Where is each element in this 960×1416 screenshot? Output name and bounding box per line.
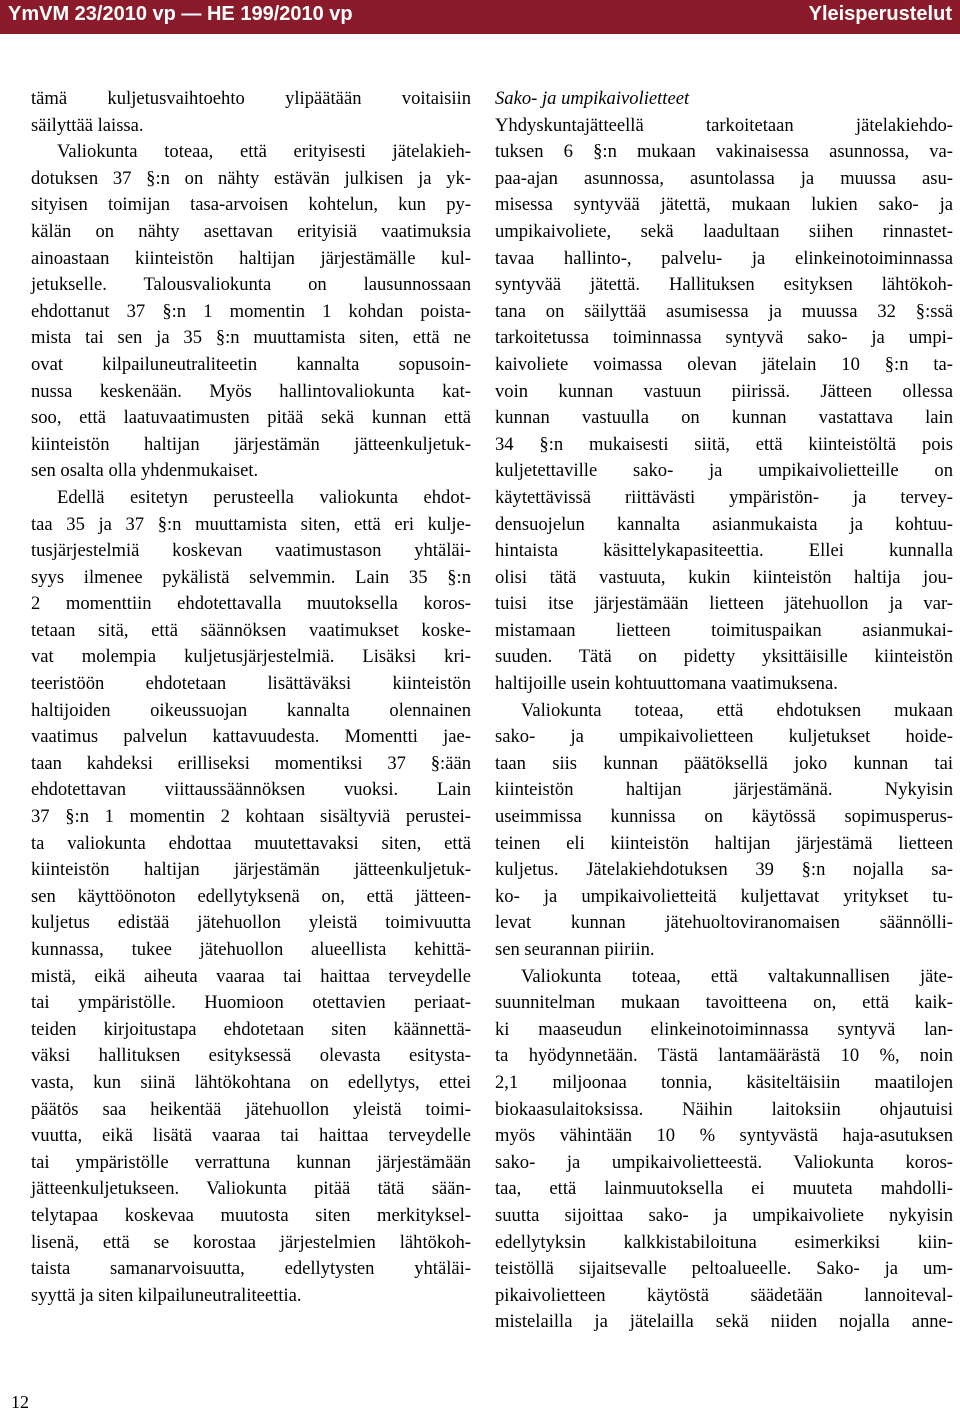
text-line: tetaan sitä, että säännöksen vaatimukset koske-	[31, 619, 471, 641]
text-line: kiinteistön haltijan järjestämän jätteenkuljetuk-	[31, 433, 471, 455]
text-line: paa-ajan asunnossa, asuntolassa ja muussa asu-	[495, 167, 953, 189]
text-line: syyttä ja siten kilpailuneutraliteettia.	[31, 1284, 302, 1306]
text-line: sen käyttöönoton edellytyksenä on, että jätteen-	[31, 885, 471, 907]
text-line: levat kunnan jätehuoltoviranomaisen säännölli-	[495, 912, 953, 934]
text-line: vuutta, eikä lisätä vaaraa tai haittaa terveydelle	[31, 1125, 471, 1147]
text-line: Valiokunta toteaa, että valtakunnallisen jäte-	[521, 965, 953, 987]
text-line: 2,1 miljoonaa tonnia, käsiteltäisiin maatilojen	[495, 1071, 953, 1093]
text-line: tämä kuljetusvaihtoehto ylipäätään voitaisiin	[31, 88, 471, 109]
text-line: voin kunnan vastuun piirissä. Jätteen ollessa	[495, 380, 953, 402]
text-line: densuojelun kannalta asianmukaista ja kohtuu-	[495, 513, 953, 535]
text-line: sen osalta olla yhdenmukaiset.	[31, 460, 259, 482]
text-line: teistöllä sijaitsevalle peltoalueelle. Sako- ja um-	[495, 1258, 953, 1280]
text-line: suuden. Tätä on pidetty yksittäisille kiinteistön	[495, 646, 953, 668]
text-line: kiinteistön haltijan järjestämänä. Nykyisin	[495, 779, 953, 801]
text-line: ta hyödynnetään. Tästä lantamäärästä 10 %, noin	[495, 1045, 953, 1067]
text-line: hintaista käsittelykapasiteettia. Ellei kunnalla	[495, 540, 953, 562]
text-line: tarkoitetussa toiminnassa syntyvä sako- ja umpi-	[495, 327, 953, 349]
header-section: Yleisperustelut	[808, 3, 952, 25]
text-line: kaivoliete voimassa olevan jätelain 10 §:n ta-	[495, 353, 953, 375]
text-line: kunnassa, tukee jätehuollon alueellista kehittä-	[31, 939, 471, 960]
text-line: nussa keskenään. Myös hallintovaliokunta kat-	[31, 380, 471, 402]
text-line: dotuksen 37 §:n on nähty estävän julkisen ja yk-	[31, 167, 471, 189]
text-line: kunnan vastuulla on kunnan vastattava lain	[495, 407, 953, 429]
text-line: soo, että laatuvaatimusten pitää sekä kunnan että	[31, 407, 471, 429]
text-line: jätteenkuljetukseen. Valiokunta pitää tätä sään-	[31, 1178, 471, 1200]
text-line: teinen eli kiinteistön haltijan järjestämä lietteen	[495, 832, 953, 854]
text-line: tuksen 6 §:n mukaan vakinaisessa asunnossa, va-	[495, 141, 953, 163]
text-line: kiinteistön haltijan järjestämän jätteenkuljetuk-	[31, 859, 471, 881]
text-line: 34 §:n mukaisesti siitä, että kiinteistöltä pois	[495, 433, 953, 455]
text-line: Yhdyskuntajätteellä tarkoitetaan jätelakiehdo-	[495, 114, 953, 136]
right-column	[495, 86, 953, 1336]
text-line: haltijoille usein kohtuuttomana vaatimuksena.	[495, 673, 838, 695]
text-line: käytettävissä riittävästi ympäristön- ja tervey-	[495, 486, 953, 508]
text-line: tana on säilyttää asumisessa ja muussa 32 §:ssä	[495, 300, 953, 322]
text-line: päätös saa heikentää jätehuollon yleistä toimi-	[31, 1098, 471, 1120]
header-title: YmVM 23/2010 vp — HE 199/2010 vp	[8, 3, 353, 25]
text-line: sako- ja umpikaivolietteestä. Valiokunta koros-	[495, 1151, 953, 1173]
text-line: taista samanarvoisuutta, edellytysten yhtäläi-	[31, 1258, 471, 1280]
text-line: jetukselle. Talousvaliokunta on lausunnossaan	[31, 274, 471, 296]
text-line: telytapaa koskevaa muutosta siten merkityksel-	[31, 1204, 471, 1226]
text-line: säilyttää laissa.	[31, 114, 144, 136]
text-line: ki maaseudun elinkeinotoiminnassa syntyvä lan-	[495, 1018, 953, 1040]
text-line: pikaivolietteen käytöstä säädetään lannoiteval-	[495, 1284, 953, 1306]
text-line: Edellä esitetyn perusteella valiokunta ehdot-	[57, 486, 471, 508]
text-line: mista tai sen ja 35 §:n muuttamista siten, että ne	[31, 327, 471, 349]
text-line: sako- ja umpikaivolietteen kuljetukset hoide-	[495, 726, 953, 748]
text-line: kuljetus edistää jätehuollon yleistä toimivuutta	[31, 912, 471, 934]
text-line: ta valiokunta ehdottaa muutettavaksi siten, että	[31, 832, 471, 854]
text-line: tavaa hallinto-, palvelu- ja elinkeinotoiminnassa	[495, 247, 953, 269]
text-line: kuljetus. Jätelakiehdotuksen 39 §:n nojalla sa-	[495, 859, 953, 881]
text-line: myös vähintään 10 % syntyvästä haja-asutuksen	[495, 1125, 953, 1147]
text-line: ehdotettavan viittaussäännöksen vuoksi. Lain	[31, 779, 471, 801]
text-line: vat molempia kuljetusjärjestelmiä. Lisäksi kri-	[31, 646, 471, 668]
text-line: ko- ja umpikaivolietteitä kuljettavat yritykset tu-	[495, 885, 953, 907]
text-line: tusjärjestelmiä koskevan vaatimustason yhtäläi-	[31, 540, 471, 562]
text-line: 2 momenttiin ehdotettavalla muutoksella koros-	[31, 593, 471, 615]
text-line: Valiokunta toteaa, että erityisesti jätelakieh-	[57, 141, 471, 163]
text-line: teiden kirjoitustapa ehdotetaan siten käännettä-	[31, 1018, 471, 1040]
text-line: tai ympäristölle. Huomioon otettavien periaat-	[31, 992, 471, 1014]
text-line: mistelailla ja jätelailla sekä niiden nojalla anne-	[495, 1311, 953, 1333]
text-line: tai ympäristölle verrattuna kunnan järjestämään	[31, 1151, 471, 1173]
text-line: Valiokunta toteaa, että ehdotuksen mukaan	[521, 699, 953, 721]
text-line: umpikaivoliete, sekä laadultaan siihen rinnastet-	[495, 220, 953, 242]
text-line: taa, että lainmuutoksella ei muuteta mahdolli-	[495, 1178, 953, 1200]
text-line: suutta sijoittaa sako- ja umpikaivoliete nykyisin	[495, 1204, 953, 1226]
text-line: ainoastaan kiinteistön haltijan järjestämälle kul-	[31, 247, 471, 269]
text-line: edellytyksin kalkkistabiloituna esimerkiksi kiin-	[495, 1231, 953, 1253]
text-line: teeristöön ehdotetaan lisättäväksi kiinteistön	[31, 673, 471, 695]
text-line: sityisen toimijan tasa-arvoisen kohtelun, kun py-	[31, 194, 471, 216]
text-line: väksi hallituksen esityksessä olevasta esitysta-	[31, 1045, 471, 1067]
text-line: biokaasulaitoksissa. Näihin laitoksiin ohjautuisi	[495, 1098, 953, 1120]
text-line: haltijoiden oikeussuojan kannalta olennainen	[31, 699, 471, 721]
text-line: sen seurannan piiriin.	[495, 939, 655, 960]
left-column	[31, 86, 471, 1309]
text-line: ovat kilpailuneutraliteetin kannalta sopusoin-	[31, 353, 471, 375]
text-line: taa 35 ja 37 §:n muuttamista siten, että eri kulje-	[31, 513, 471, 535]
right-column-body	[495, 113, 953, 1336]
page-header	[0, 0, 960, 34]
text-line: syys ilmenee pykälistä selvemmin. Lain 35 §:n	[31, 566, 471, 588]
text-line: vasta, kun siinä lähtökohtana on edellytys, ettei	[31, 1071, 471, 1093]
text-line: useimmissa kunnissa on käytössä sopimusperus-	[495, 806, 953, 828]
text-line: taan kahdeksi erilliseksi momentiksi 37 §:ään	[31, 752, 471, 774]
text-line: kuljetettaville sako- ja umpikaivolietteille on	[495, 460, 953, 482]
text-line: vaatimus palvelun kattavuudesta. Momentti jae-	[31, 726, 471, 748]
text-line: misessa syntyvää jätettä, mukaan lukien sako- ja	[495, 194, 953, 216]
text-line: taan siis kunnan päätöksellä joko kunnan tai	[495, 752, 953, 774]
text-line: kälän on nähty asettavan erityisiä vaatimuksia	[31, 220, 471, 242]
text-line: tuisi itse järjestämään lietteen jätehuollon ja var-	[495, 593, 953, 615]
text-line: ehdottanut 37 §:n 1 momentin 1 kohdan poista-	[31, 300, 471, 322]
text-line: 37 §:n 1 momentin 2 kohtaan sisältyviä perustei-	[31, 806, 471, 828]
text-line: olisi tätä vastuuta, kukin kiinteistön haltija jou-	[495, 566, 953, 588]
text-line: mistamaan lietteen toimituspaikan asianmukai-	[495, 619, 953, 641]
text-line: suunnitelman mukaan tavoitteena on, että kaik-	[495, 992, 953, 1014]
text-line: syntyvää jätettä. Hallituksen esityksen lähtökoh-	[495, 274, 953, 296]
text-line: lisenä, että se korostaa järjestelmien lähtökoh-	[31, 1231, 471, 1253]
page-number: 12	[11, 1392, 29, 1412]
text-line: mistä, eikä aiheuta vaaraa tai haittaa terveydelle	[31, 965, 471, 987]
section-heading: Sako- ja umpikaivolietteet	[495, 88, 690, 109]
